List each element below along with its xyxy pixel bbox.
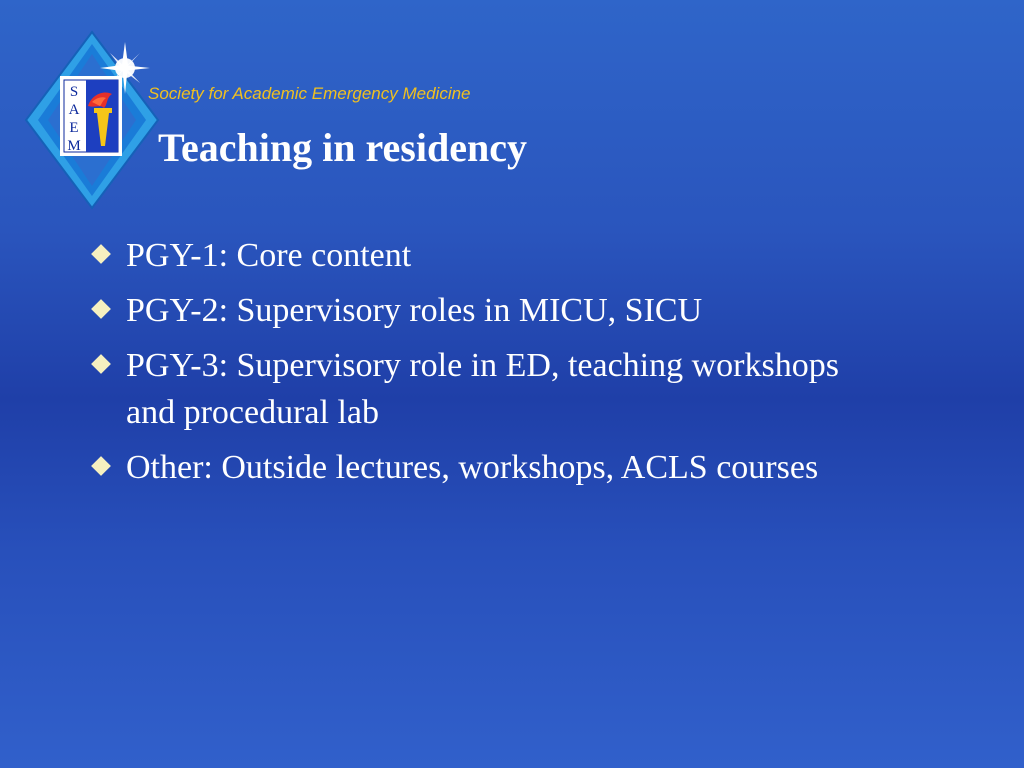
bullet-item: [88, 342, 848, 436]
bullet-item: [88, 444, 848, 491]
bullet-text: PGY-2: Supervisory roles in MICU, SICU: [126, 292, 703, 329]
bullet-list: [88, 232, 848, 499]
diamond-bullet-icon: [91, 299, 111, 319]
diamond-bullet-icon: [91, 244, 111, 264]
logo-letter-m: M: [67, 138, 81, 154]
bullet-text: Other: Outside lectures, workshops, ACLS courses: [126, 449, 819, 486]
diamond-bullet-icon: [91, 456, 111, 476]
logo-letter-a: A: [68, 102, 80, 118]
bullet-item: [88, 232, 848, 279]
logo-letter-s: S: [69, 84, 79, 100]
bullet-item: [88, 287, 848, 334]
bullet-text: PGY-3: Supervisory role in ED, teaching workshops and procedural lab: [126, 347, 839, 431]
diamond-bullet-icon: [91, 354, 111, 374]
bullet-text: PGY-1: Core content: [126, 237, 412, 274]
organization-name: Society for Academic Emergency Medicine: [148, 84, 471, 103]
slide-title: Teaching in residency: [158, 125, 527, 170]
logo-letter-e: E: [69, 120, 79, 136]
saem-logo: [22, 28, 162, 213]
